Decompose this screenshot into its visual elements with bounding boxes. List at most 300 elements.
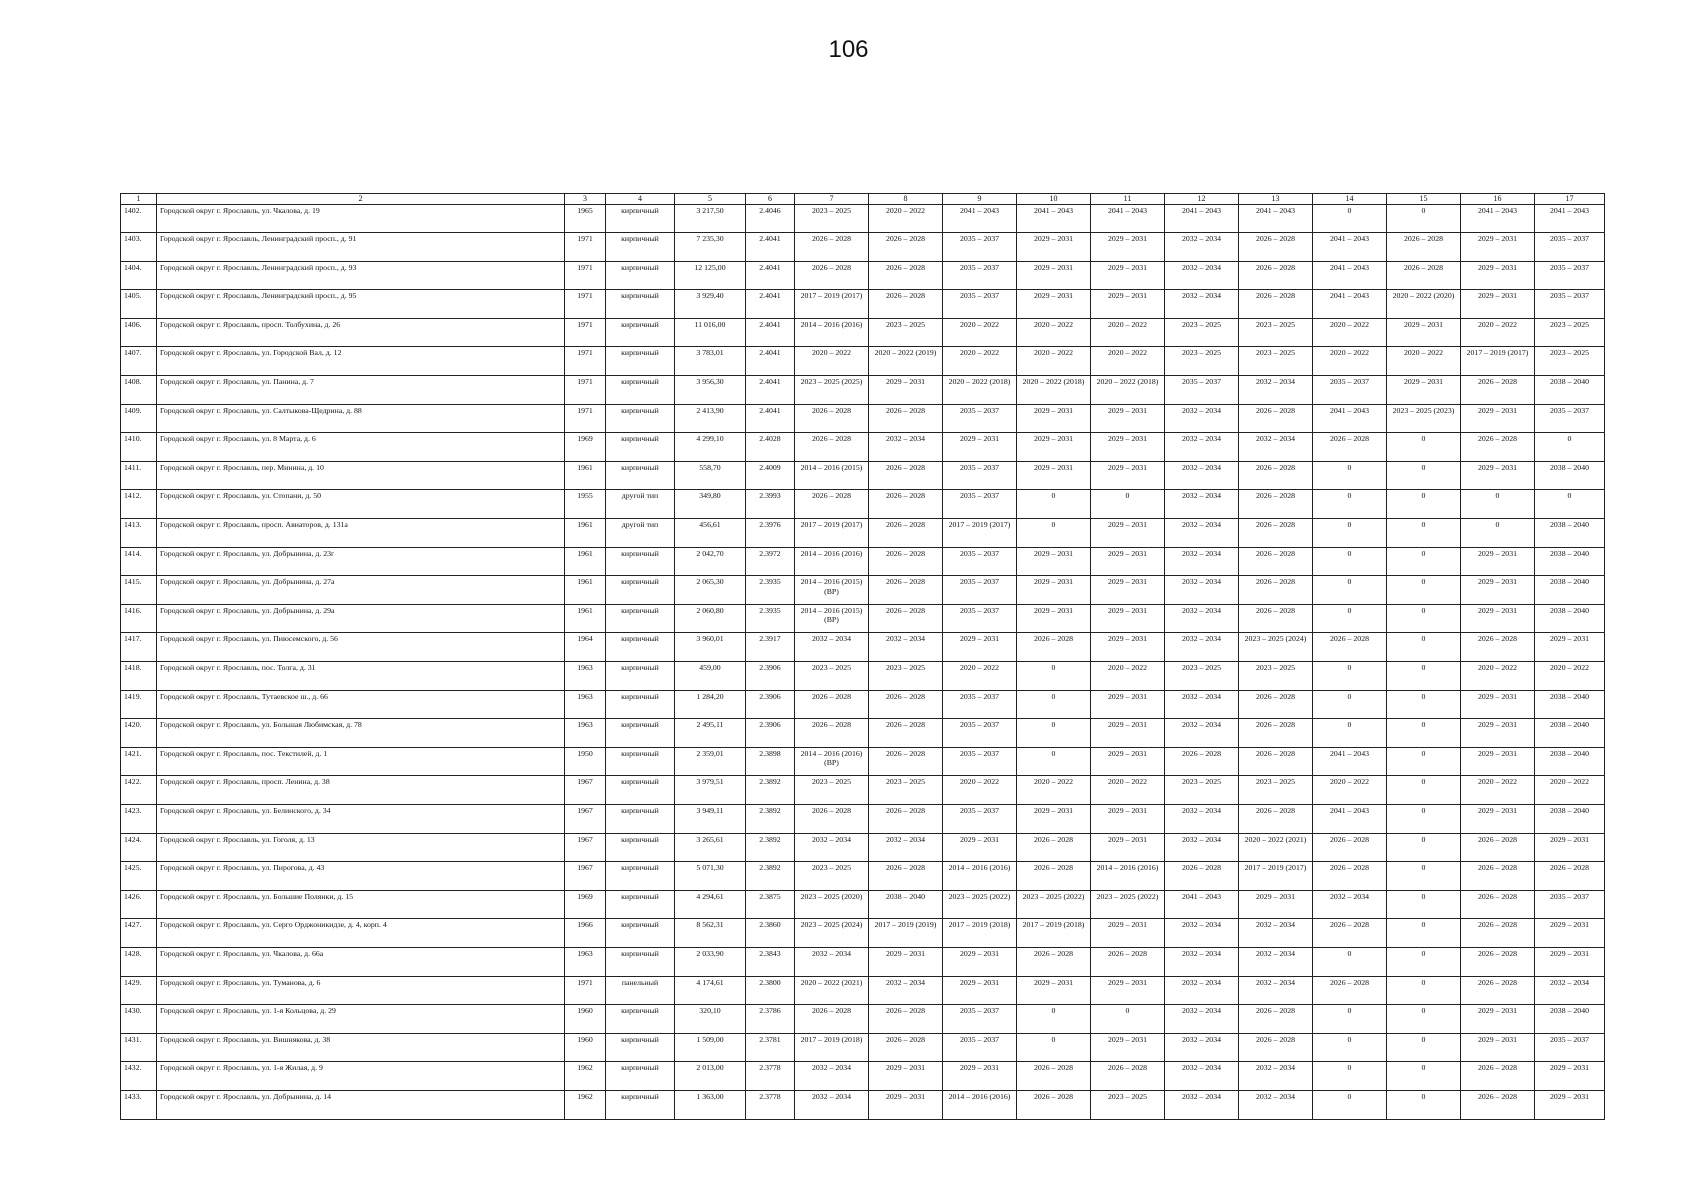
table-cell-col-12: 2041 – 2043	[1165, 204, 1239, 233]
table-cell-col-3: 1967	[565, 862, 606, 891]
table-cell-col-10: 0	[1017, 519, 1091, 548]
table-cell-col-1: 1411.	[121, 461, 157, 490]
table-cell-col-2: Городской округ г. Ярославль, ул. Добрынина, д. 27а	[157, 576, 565, 605]
table-cell-col-15: 0	[1387, 976, 1461, 1005]
table-cell-col-13: 2026 – 2028	[1239, 519, 1313, 548]
table-cell-col-9: 2020 – 2022	[943, 347, 1017, 376]
table-cell-col-4: кирпичный	[606, 747, 675, 776]
table-cell-col-12: 2032 – 2034	[1165, 433, 1239, 462]
table-cell-col-15: 0	[1387, 719, 1461, 748]
table-cell-col-1: 1416.	[121, 604, 157, 633]
table-cell-col-6: 2.3892	[746, 804, 795, 833]
table-row	[121, 490, 1605, 519]
table-cell-col-4: кирпичный	[606, 719, 675, 748]
column-number-9: 9	[943, 194, 1017, 205]
table-cell-col-4: кирпичный	[606, 404, 675, 433]
table-cell-col-4: кирпичный	[606, 290, 675, 319]
table-cell-col-12: 2032 – 2034	[1165, 490, 1239, 519]
table-cell-col-9: 2035 – 2037	[943, 261, 1017, 290]
table-row	[121, 347, 1605, 376]
table-cell-col-14: 0	[1313, 1005, 1387, 1034]
table-cell-col-9: 2035 – 2037	[943, 404, 1017, 433]
table-cell-col-13: 2023 – 2025 (2024)	[1239, 633, 1313, 662]
table-cell-col-17: 2023 – 2025	[1535, 347, 1605, 376]
table-cell-col-7: 2014 – 2016 (2015) (ВР)	[795, 576, 869, 605]
table-cell-col-5: 4 299,10	[675, 433, 746, 462]
page-number: 106	[828, 36, 869, 63]
table-cell-col-15: 0	[1387, 662, 1461, 691]
table-cell-col-2: Городской округ г. Ярославль, ул. Туманова, д. 6	[157, 976, 565, 1005]
table-cell-col-15: 0	[1387, 804, 1461, 833]
table-cell-col-1: 1430.	[121, 1005, 157, 1034]
table-cell-col-7: 2023 – 2025	[795, 862, 869, 891]
table-cell-col-12: 2032 – 2034	[1165, 1033, 1239, 1062]
table-cell-col-12: 2023 – 2025	[1165, 318, 1239, 347]
table-cell-col-14: 0	[1313, 662, 1387, 691]
table-cell-col-17: 2032 – 2034	[1535, 976, 1605, 1005]
table-cell-col-13: 2023 – 2025	[1239, 662, 1313, 691]
table-cell-col-6: 2.3906	[746, 719, 795, 748]
table-cell-col-2: Городской округ г. Ярославль, ул. Добрынина, д. 14	[157, 1090, 565, 1119]
table-cell-col-16: 2026 – 2028	[1461, 633, 1535, 662]
table-cell-col-10: 0	[1017, 1033, 1091, 1062]
table-cell-col-3: 1971	[565, 318, 606, 347]
table-cell-col-13: 2029 – 2031	[1239, 890, 1313, 919]
table-cell-col-3: 1962	[565, 1090, 606, 1119]
table-cell-col-3: 1969	[565, 890, 606, 919]
table-row	[121, 433, 1605, 462]
table-cell-col-16: 2029 – 2031	[1461, 290, 1535, 319]
table-cell-col-10: 2029 – 2031	[1017, 461, 1091, 490]
table-cell-col-6: 2.3875	[746, 890, 795, 919]
table-cell-col-12: 2032 – 2034	[1165, 233, 1239, 262]
table-cell-col-9: 2029 – 2031	[943, 433, 1017, 462]
table-cell-col-10: 2026 – 2028	[1017, 633, 1091, 662]
table-cell-col-15: 0	[1387, 461, 1461, 490]
table-row	[121, 719, 1605, 748]
table-cell-col-5: 2 042,70	[675, 547, 746, 576]
table-row	[121, 261, 1605, 290]
table-cell-col-9: 2020 – 2022 (2018)	[943, 376, 1017, 405]
table-cell-col-13: 2026 – 2028	[1239, 1033, 1313, 1062]
table-cell-col-14: 2026 – 2028	[1313, 833, 1387, 862]
table-cell-col-1: 1419.	[121, 690, 157, 719]
table-cell-col-3: 1955	[565, 490, 606, 519]
table-cell-col-4: кирпичный	[606, 690, 675, 719]
table-cell-col-11: 2029 – 2031	[1091, 461, 1165, 490]
table-cell-col-14: 2020 – 2022	[1313, 347, 1387, 376]
table-cell-col-12: 2032 – 2034	[1165, 947, 1239, 976]
table-cell-col-17: 2038 – 2040	[1535, 747, 1605, 776]
table-cell-col-5: 2 359,01	[675, 747, 746, 776]
table-cell-col-16: 2026 – 2028	[1461, 976, 1535, 1005]
table-cell-col-8: 2023 – 2025	[869, 318, 943, 347]
table-cell-col-15: 0	[1387, 1033, 1461, 1062]
table-cell-col-6: 2.4041	[746, 347, 795, 376]
table-cell-col-15: 0	[1387, 204, 1461, 233]
table-cell-col-15: 0	[1387, 433, 1461, 462]
table-row	[121, 233, 1605, 262]
table-cell-col-12: 2032 – 2034	[1165, 1005, 1239, 1034]
table-cell-col-5: 3 956,30	[675, 376, 746, 405]
table-row	[121, 947, 1605, 976]
table-cell-col-10: 2029 – 2031	[1017, 547, 1091, 576]
table-cell-col-1: 1412.	[121, 490, 157, 519]
table-cell-col-9: 2023 – 2025 (2022)	[943, 890, 1017, 919]
table-cell-col-17: 2020 – 2022	[1535, 776, 1605, 805]
table-cell-col-8: 2026 – 2028	[869, 461, 943, 490]
table-cell-col-9: 2035 – 2037	[943, 1033, 1017, 1062]
table-cell-col-16: 2029 – 2031	[1461, 461, 1535, 490]
table-cell-col-7: 2020 – 2022	[795, 347, 869, 376]
table-cell-col-16: 2029 – 2031	[1461, 547, 1535, 576]
table-row	[121, 318, 1605, 347]
table-cell-col-8: 2026 – 2028	[869, 261, 943, 290]
column-number-14: 14	[1313, 194, 1387, 205]
table-cell-col-15: 2023 – 2025 (2023)	[1387, 404, 1461, 433]
table-cell-col-8: 2026 – 2028	[869, 690, 943, 719]
table-row	[121, 576, 1605, 605]
table-cell-col-16: 2026 – 2028	[1461, 919, 1535, 948]
table-cell-col-9: 2029 – 2031	[943, 833, 1017, 862]
table-cell-col-4: панельный	[606, 976, 675, 1005]
table-cell-col-1: 1413.	[121, 519, 157, 548]
table-cell-col-10: 2017 – 2019 (2018)	[1017, 919, 1091, 948]
table-cell-col-16: 2026 – 2028	[1461, 1090, 1535, 1119]
table-cell-col-7: 2026 – 2028	[795, 690, 869, 719]
table-cell-col-3: 1960	[565, 1033, 606, 1062]
table-cell-col-2: Городской округ г. Ярославль, просп. Авиаторов, д. 131а	[157, 519, 565, 548]
table-cell-col-9: 2035 – 2037	[943, 490, 1017, 519]
table-cell-col-6: 2.3917	[746, 633, 795, 662]
table-cell-col-7: 2026 – 2028	[795, 490, 869, 519]
table-cell-col-13: 2026 – 2028	[1239, 1005, 1313, 1034]
table-cell-col-8: 2026 – 2028	[869, 1033, 943, 1062]
table-cell-col-2: Городской округ г. Ярославль, ул. Чкалова, д. 19	[157, 204, 565, 233]
table-cell-col-6: 2.4041	[746, 290, 795, 319]
table-cell-col-12: 2032 – 2034	[1165, 290, 1239, 319]
table-cell-col-13: 2032 – 2034	[1239, 919, 1313, 948]
table-cell-col-10: 0	[1017, 662, 1091, 691]
table-cell-col-7: 2023 – 2025 (2024)	[795, 919, 869, 948]
table-cell-col-13: 2023 – 2025	[1239, 347, 1313, 376]
table-cell-col-6: 2.3892	[746, 833, 795, 862]
table-cell-col-7: 2032 – 2034	[795, 1090, 869, 1119]
table-cell-col-1: 1431.	[121, 1033, 157, 1062]
table-row	[121, 833, 1605, 862]
table-cell-col-3: 1971	[565, 976, 606, 1005]
table-cell-col-8: 2023 – 2025	[869, 662, 943, 691]
table-cell-col-6: 2.3972	[746, 547, 795, 576]
table-cell-col-9: 2035 – 2037	[943, 547, 1017, 576]
table-cell-col-4: другой тип	[606, 519, 675, 548]
table-cell-col-5: 558,70	[675, 461, 746, 490]
table-cell-col-14: 2026 – 2028	[1313, 862, 1387, 891]
table-cell-col-1: 1403.	[121, 233, 157, 262]
table-cell-col-16: 2041 – 2043	[1461, 204, 1535, 233]
table-cell-col-17: 2029 – 2031	[1535, 833, 1605, 862]
table-cell-col-6: 2.4041	[746, 404, 795, 433]
table-cell-col-6: 2.3800	[746, 976, 795, 1005]
table-cell-col-12: 2032 – 2034	[1165, 976, 1239, 1005]
table-cell-col-8: 2026 – 2028	[869, 290, 943, 319]
column-number-1: 1	[121, 194, 157, 205]
table-cell-col-16: 0	[1461, 519, 1535, 548]
column-number-row	[121, 194, 1605, 205]
table-cell-col-11: 2020 – 2022 (2018)	[1091, 376, 1165, 405]
table-cell-col-9: 2035 – 2037	[943, 719, 1017, 748]
table-cell-col-4: кирпичный	[606, 804, 675, 833]
table-cell-col-5: 2 065,30	[675, 576, 746, 605]
table-cell-col-2: Городской округ г. Ярославль, ул. Салтыкова-Щедрина, д. 88	[157, 404, 565, 433]
table-cell-col-17: 2035 – 2037	[1535, 890, 1605, 919]
table-cell-col-16: 2029 – 2031	[1461, 804, 1535, 833]
table-cell-col-13: 2026 – 2028	[1239, 576, 1313, 605]
table-cell-col-11: 2029 – 2031	[1091, 747, 1165, 776]
table-cell-col-17: 2029 – 2031	[1535, 947, 1605, 976]
table-cell-col-5: 320,10	[675, 1005, 746, 1034]
table-cell-col-11: 2029 – 2031	[1091, 547, 1165, 576]
table-cell-col-9: 2035 – 2037	[943, 461, 1017, 490]
table-cell-col-2: Городской округ г. Ярославль, Ленинградский просп., д. 95	[157, 290, 565, 319]
table-cell-col-2: Городской округ г. Ярославль, ул. Пиюсемского, д. 56	[157, 633, 565, 662]
table-cell-col-12: 2032 – 2034	[1165, 1062, 1239, 1091]
table-cell-col-14: 2041 – 2043	[1313, 233, 1387, 262]
table-cell-col-11: 2020 – 2022	[1091, 662, 1165, 691]
table-cell-col-6: 2.3935	[746, 604, 795, 633]
table-cell-col-10: 0	[1017, 690, 1091, 719]
table-cell-col-2: Городской округ г. Ярославль, Ленинградский просп., д. 91	[157, 233, 565, 262]
table-cell-col-15: 0	[1387, 633, 1461, 662]
table-cell-col-1: 1422.	[121, 776, 157, 805]
table-cell-col-11: 2029 – 2031	[1091, 633, 1165, 662]
table-cell-col-15: 2026 – 2028	[1387, 233, 1461, 262]
table-cell-col-3: 1963	[565, 690, 606, 719]
table-cell-col-14: 0	[1313, 490, 1387, 519]
table-cell-col-6: 2.3898	[746, 747, 795, 776]
table-cell-col-10: 2029 – 2031	[1017, 804, 1091, 833]
table-cell-col-17: 2038 – 2040	[1535, 719, 1605, 748]
table-cell-col-5: 7 235,30	[675, 233, 746, 262]
table-cell-col-1: 1423.	[121, 804, 157, 833]
table-cell-col-6: 2.3993	[746, 490, 795, 519]
table-row	[121, 862, 1605, 891]
table-cell-col-2: Городской округ г. Ярославль, ул. Городской Вал, д. 12	[157, 347, 565, 376]
table-cell-col-2: Городской округ г. Ярославль, пос. Текстилей, д. 1	[157, 747, 565, 776]
table-cell-col-14: 2041 – 2043	[1313, 261, 1387, 290]
table-cell-col-2: Городской округ г. Ярославль, ул. Серго Орджоникидзе, д. 4, корп. 4	[157, 919, 565, 948]
column-number-7: 7	[795, 194, 869, 205]
table-cell-col-3: 1964	[565, 633, 606, 662]
table-cell-col-5: 2 033,90	[675, 947, 746, 976]
table-cell-col-13: 2017 – 2019 (2017)	[1239, 862, 1313, 891]
table-cell-col-5: 2 413,90	[675, 404, 746, 433]
table-row	[121, 1005, 1605, 1034]
table-cell-col-15: 0	[1387, 519, 1461, 548]
table-cell-col-3: 1950	[565, 747, 606, 776]
table-cell-col-7: 2032 – 2034	[795, 633, 869, 662]
table-cell-col-17: 2020 – 2022	[1535, 662, 1605, 691]
column-number-10: 10	[1017, 194, 1091, 205]
table-cell-col-15: 0	[1387, 1005, 1461, 1034]
table-cell-col-10: 2023 – 2025 (2022)	[1017, 890, 1091, 919]
table-cell-col-10: 2020 – 2022	[1017, 318, 1091, 347]
table-cell-col-8: 2026 – 2028	[869, 804, 943, 833]
table-cell-col-3: 1965	[565, 204, 606, 233]
table-cell-col-9: 2020 – 2022	[943, 662, 1017, 691]
table-cell-col-17: 2035 – 2037	[1535, 290, 1605, 319]
table-cell-col-14: 2035 – 2037	[1313, 376, 1387, 405]
table-cell-col-12: 2032 – 2034	[1165, 1090, 1239, 1119]
table-cell-col-5: 349,80	[675, 490, 746, 519]
table-cell-col-15: 0	[1387, 1090, 1461, 1119]
table-cell-col-8: 2026 – 2028	[869, 519, 943, 548]
table-row	[121, 976, 1605, 1005]
table-cell-col-2: Городской округ г. Ярославль, ул. Добрынина, д. 29а	[157, 604, 565, 633]
table-cell-col-3: 1969	[565, 433, 606, 462]
table-cell-col-8: 2038 – 2040	[869, 890, 943, 919]
table-cell-col-9: 2035 – 2037	[943, 804, 1017, 833]
table-cell-col-16: 2020 – 2022	[1461, 662, 1535, 691]
table-cell-col-12: 2026 – 2028	[1165, 862, 1239, 891]
table-cell-col-2: Городской округ г. Ярославль, ул. 8 Марта, д. 6	[157, 433, 565, 462]
table-cell-col-3: 1961	[565, 576, 606, 605]
table-cell-col-13: 2026 – 2028	[1239, 404, 1313, 433]
table-cell-col-4: кирпичный	[606, 461, 675, 490]
table-cell-col-11: 2029 – 2031	[1091, 290, 1165, 319]
table-cell-col-11: 2029 – 2031	[1091, 833, 1165, 862]
table-cell-col-4: кирпичный	[606, 576, 675, 605]
table-cell-col-15: 0	[1387, 747, 1461, 776]
table-cell-col-8: 2026 – 2028	[869, 490, 943, 519]
table-cell-col-1: 1405.	[121, 290, 157, 319]
table-cell-col-8: 2029 – 2031	[869, 1090, 943, 1119]
table-row	[121, 604, 1605, 633]
table-cell-col-2: Городской округ г. Ярославль, ул. Гоголя, д. 13	[157, 833, 565, 862]
table-cell-col-9: 2014 – 2016 (2016)	[943, 1090, 1017, 1119]
table-cell-col-14: 0	[1313, 461, 1387, 490]
table-cell-col-1: 1407.	[121, 347, 157, 376]
table-cell-col-1: 1410.	[121, 433, 157, 462]
table-cell-col-15: 0	[1387, 604, 1461, 633]
table-cell-col-3: 1971	[565, 290, 606, 319]
table-cell-col-11: 2029 – 2031	[1091, 719, 1165, 748]
table-cell-col-2: Городской округ г. Ярославль, ул. 1-я Кольцова, д. 29	[157, 1005, 565, 1034]
table-cell-col-8: 2023 – 2025	[869, 776, 943, 805]
table-cell-col-17: 2023 – 2025	[1535, 318, 1605, 347]
table-cell-col-1: 1427.	[121, 919, 157, 948]
table-cell-col-5: 11 016,00	[675, 318, 746, 347]
table-cell-col-11: 2020 – 2022	[1091, 318, 1165, 347]
table-cell-col-3: 1971	[565, 347, 606, 376]
table-cell-col-16: 2026 – 2028	[1461, 433, 1535, 462]
table-cell-col-4: кирпичный	[606, 604, 675, 633]
table-cell-col-17: 2029 – 2031	[1535, 1062, 1605, 1091]
table-cell-col-9: 2020 – 2022	[943, 776, 1017, 805]
table-cell-col-7: 2026 – 2028	[795, 433, 869, 462]
table-cell-col-7: 2014 – 2016 (2015)	[795, 461, 869, 490]
table-cell-col-8: 2026 – 2028	[869, 862, 943, 891]
table-cell-col-2: Городской округ г. Ярославль, ул. Большие Полянки, д. 15	[157, 890, 565, 919]
table-cell-col-4: кирпичный	[606, 347, 675, 376]
table-cell-col-10: 0	[1017, 719, 1091, 748]
table-cell-col-9: 2035 – 2037	[943, 1005, 1017, 1034]
table-cell-col-6: 2.3860	[746, 919, 795, 948]
table-cell-col-2: Городской округ г. Ярославль, ул. Белинского, д. 34	[157, 804, 565, 833]
table-cell-col-12: 2041 – 2043	[1165, 890, 1239, 919]
table-cell-col-10: 2026 – 2028	[1017, 947, 1091, 976]
table-cell-col-16: 2026 – 2028	[1461, 862, 1535, 891]
table-cell-col-9: 2029 – 2031	[943, 947, 1017, 976]
table-cell-col-17: 2035 – 2037	[1535, 1033, 1605, 1062]
table-cell-col-12: 2026 – 2028	[1165, 747, 1239, 776]
table-cell-col-7: 2017 – 2019 (2017)	[795, 290, 869, 319]
table-cell-col-13: 2026 – 2028	[1239, 690, 1313, 719]
table-cell-col-16: 2029 – 2031	[1461, 719, 1535, 748]
table-cell-col-16: 2017 – 2019 (2017)	[1461, 347, 1535, 376]
table-cell-col-8: 2026 – 2028	[869, 747, 943, 776]
table-cell-col-10: 0	[1017, 747, 1091, 776]
column-number-12: 12	[1165, 194, 1239, 205]
table-cell-col-4: кирпичный	[606, 204, 675, 233]
table-body	[121, 204, 1605, 1119]
table-cell-col-9: 2017 – 2019 (2017)	[943, 519, 1017, 548]
table-row	[121, 519, 1605, 548]
table-cell-col-4: кирпичный	[606, 233, 675, 262]
table-cell-col-13: 2032 – 2034	[1239, 376, 1313, 405]
table-cell-col-15: 0	[1387, 547, 1461, 576]
table-cell-col-8: 2032 – 2034	[869, 433, 943, 462]
table-cell-col-7: 2017 – 2019 (2018)	[795, 1033, 869, 1062]
column-number-16: 16	[1461, 194, 1535, 205]
table-cell-col-2: Городской округ г. Ярославль, ул. Большая Любимская, д. 78	[157, 719, 565, 748]
table-cell-col-1: 1415.	[121, 576, 157, 605]
table-cell-col-16: 2026 – 2028	[1461, 947, 1535, 976]
table-cell-col-12: 2032 – 2034	[1165, 547, 1239, 576]
table-cell-col-5: 456,61	[675, 519, 746, 548]
table-cell-col-1: 1406.	[121, 318, 157, 347]
table-cell-col-5: 3 929,40	[675, 290, 746, 319]
table-cell-col-6: 2.4009	[746, 461, 795, 490]
table-cell-col-7: 2023 – 2025	[795, 204, 869, 233]
table-cell-col-14: 2026 – 2028	[1313, 633, 1387, 662]
table-cell-col-17: 2029 – 2031	[1535, 919, 1605, 948]
table-cell-col-14: 2041 – 2043	[1313, 404, 1387, 433]
table-cell-col-16: 2026 – 2028	[1461, 833, 1535, 862]
table-cell-col-15: 2029 – 2031	[1387, 376, 1461, 405]
table-cell-col-5: 3 783,01	[675, 347, 746, 376]
table-cell-col-15: 2020 – 2022 (2020)	[1387, 290, 1461, 319]
table-cell-col-15: 2020 – 2022	[1387, 347, 1461, 376]
column-number-6: 6	[746, 194, 795, 205]
table-cell-col-5: 2 013,00	[675, 1062, 746, 1091]
table-cell-col-12: 2032 – 2034	[1165, 261, 1239, 290]
table-cell-col-9: 2020 – 2022	[943, 318, 1017, 347]
table-cell-col-12: 2035 – 2037	[1165, 376, 1239, 405]
table-cell-col-14: 0	[1313, 947, 1387, 976]
table-cell-col-9: 2029 – 2031	[943, 1062, 1017, 1091]
table-cell-col-10: 2026 – 2028	[1017, 862, 1091, 891]
table-cell-col-12: 2032 – 2034	[1165, 833, 1239, 862]
table-cell-col-12: 2032 – 2034	[1165, 604, 1239, 633]
table-row	[121, 633, 1605, 662]
table-cell-col-10: 0	[1017, 1005, 1091, 1034]
table-cell-col-8: 2026 – 2028	[869, 576, 943, 605]
table-cell-col-15: 0	[1387, 862, 1461, 891]
table-cell-col-11: 2029 – 2031	[1091, 976, 1165, 1005]
table-cell-col-3: 1967	[565, 833, 606, 862]
table-cell-col-11: 2026 – 2028	[1091, 1062, 1165, 1091]
